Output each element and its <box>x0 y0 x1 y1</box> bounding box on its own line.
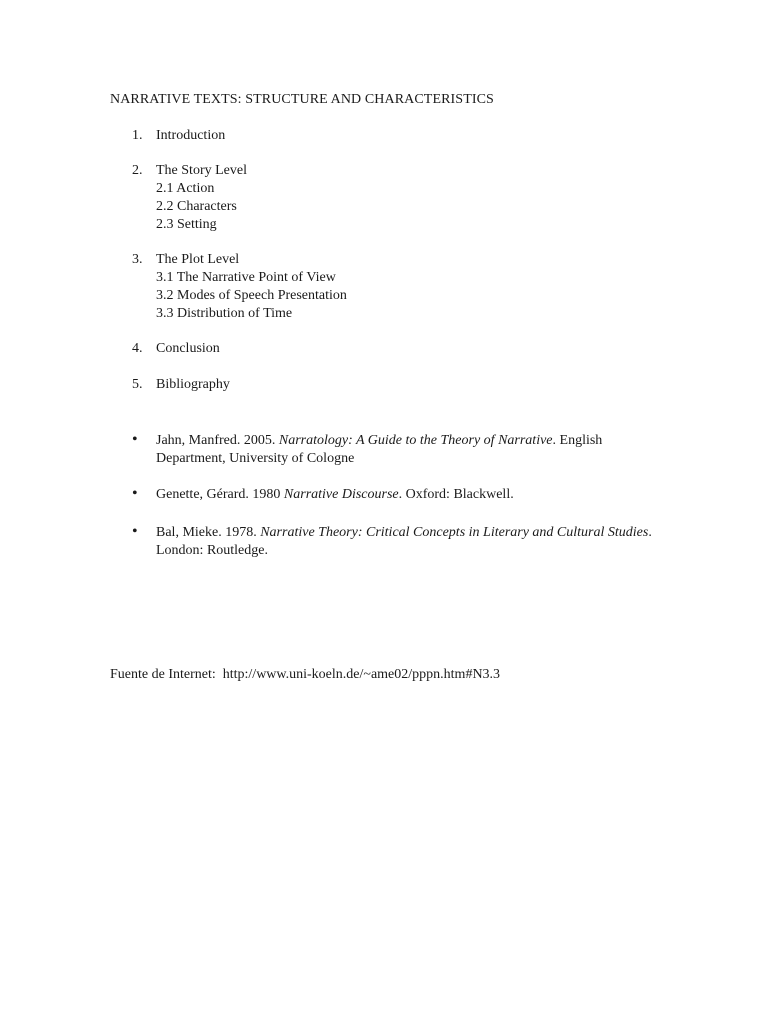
bullet-icon: • <box>132 431 138 448</box>
source-label: Fuente de Internet: <box>110 667 216 682</box>
toc-label: The Plot Level <box>156 252 240 267</box>
toc-number: 3. <box>132 252 143 267</box>
bib-title: Narrative Theory: Critical Concepts in Literary and Cultural Studies <box>260 525 649 540</box>
toc-subitem-setting: 2.3 Setting <box>156 217 217 232</box>
toc-subitem-action: 2.1 Action <box>156 181 215 196</box>
toc-subitem-point-of-view: 3.1 The Narrative Point of View <box>156 270 336 285</box>
toc-number: 5. <box>132 377 143 392</box>
toc-subitem-speech-presentation: 3.2 Modes of Speech Presentation <box>156 288 347 303</box>
bullet-icon: • <box>132 523 138 540</box>
toc-number: 1. <box>132 128 143 143</box>
bib-title: Narratology: A Guide to the Theory of Narrative <box>278 433 553 448</box>
bibliography-text <box>156 432 666 468</box>
bibliography-text <box>156 524 666 560</box>
page-title: NARRATIVE TEXTS: STRUCTURE AND CHARACTERISTICS <box>110 92 494 107</box>
bib-publisher: . Oxford: Blackwell. <box>398 487 514 502</box>
toc-number: 4. <box>132 341 143 356</box>
toc-label: Introduction <box>156 128 226 143</box>
toc-number: 2. <box>132 163 143 178</box>
toc-label: Conclusion <box>156 341 220 356</box>
toc-label: Bibliography <box>156 377 230 392</box>
toc-subitem-characters: 2.2 Characters <box>156 199 237 214</box>
bib-author: Bal, Mieke. 1978. <box>156 525 261 540</box>
toc-label: The Story Level <box>156 163 247 178</box>
bibliography-text <box>156 486 666 504</box>
bullet-icon: • <box>132 485 138 502</box>
bib-publisher: . London: Routledge. <box>156 525 652 558</box>
source-url[interactable]: http://www.uni-koeln.de/~ame02/pppn.htm#N3.3 <box>222 667 501 682</box>
bib-author: Genette, Gérard. 1980 <box>156 487 284 502</box>
bib-author: Jahn, Manfred. 2005. <box>156 433 279 448</box>
bib-publisher: . English Department, University of Cologne <box>156 433 603 466</box>
bib-title: Narrative Discourse <box>283 487 399 502</box>
source-line <box>110 667 500 683</box>
toc-subitem-distribution-of-time: 3.3 Distribution of Time <box>156 306 293 321</box>
